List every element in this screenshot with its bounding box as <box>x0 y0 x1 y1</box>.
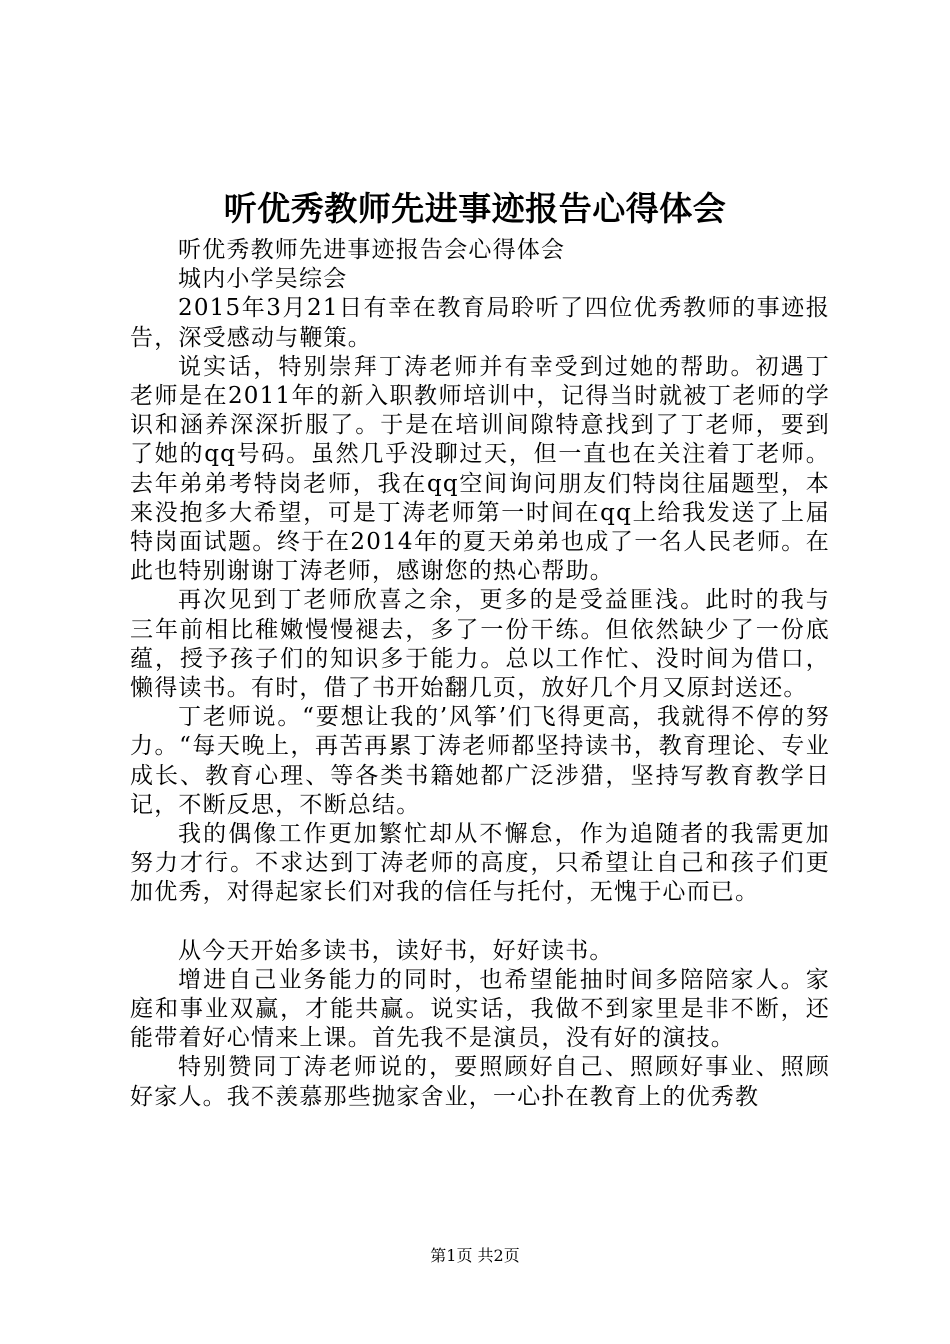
paragraph: 从今天开始多读书，读好书，好好读书。 <box>178 937 614 964</box>
author-line: 城内小学吴综会 <box>178 266 348 293</box>
paragraph: 增进自己业务能力的同时，也希望能抽时间多陪陪家人。家庭和事业双赢，才能共赢。说实话，我做不到家里是非不断，还能带着好心情来上课。首先我不是演员，没有好的演技。 <box>130 966 830 1052</box>
document-title: 听优秀教师先进事迹报告心得体会 <box>223 189 727 228</box>
paragraph: 丁老师说。“要想让我的’风筝’们飞得更高，我就得不停的努力。“每天晚上，再苦再累丁涛老师都坚持读书，教育理论、专业成长、教育心理、等各类书籍她都广泛涉猎，坚持写教育教学日记，不断反思，不断总结。 <box>130 704 830 818</box>
paragraph: 2015年3月21日有幸在教育局聆听了四位优秀教师的事迹报告，深受感动与鞭策。 <box>130 295 830 351</box>
subtitle-line: 听优秀教师先进事迹报告会心得体会 <box>178 237 566 263</box>
page-number-footer: 第1页 共2页 <box>430 1246 520 1265</box>
paragraph: 说实话，特别崇拜丁涛老师并有幸受到过她的帮助。初遇丁老师是在2011年的新入职教师培训中，记得当时就被丁老师的学识和涵养深深折服了。于是在培训间隙特意找到了丁老师，要到了她的qq号码。虽然几乎没聊过天，但一直也在关注着丁老师。去年弟弟考特岗老师，我在qq空间询问朋友们特岗往届题型，本来没抱多大希望，可是丁涛老师第一时间在qq上给我发送了上届特岗面试题。终于在2014年的夏天弟弟也成了一名人民老师。在此也特别谢谢丁涛老师，感谢您的热心帮助。 <box>130 353 830 585</box>
paragraph: 我的偶像工作更加繁忙却从不懈怠，作为追随者的我需更加努力才行。不求达到丁涛老师的高度，只希望让自己和孩子们更加优秀，对得起家长们对我的信任与托付，无愧于心而已。 <box>130 821 830 906</box>
document-body <box>130 236 830 1112</box>
paragraph: 特别赞同丁涛老师说的，要照顾好自己、照顾好事业、照顾好家人。我不羡慕那些抛家舍业，一心扑在教育上的优秀教 <box>130 1054 830 1110</box>
paragraph: 再次见到丁老师欣喜之余，更多的是受益匪浅。此时的我与三年前相比稚嫩慢慢褪去，多了一份干练。但依然缺少了一份底蕴，授予孩子们的知识多于能力。总以工作忙、没时间为借口，懒得读书。有时，借了书开始翻几页，放好几个月又原封送还。 <box>130 587 830 702</box>
